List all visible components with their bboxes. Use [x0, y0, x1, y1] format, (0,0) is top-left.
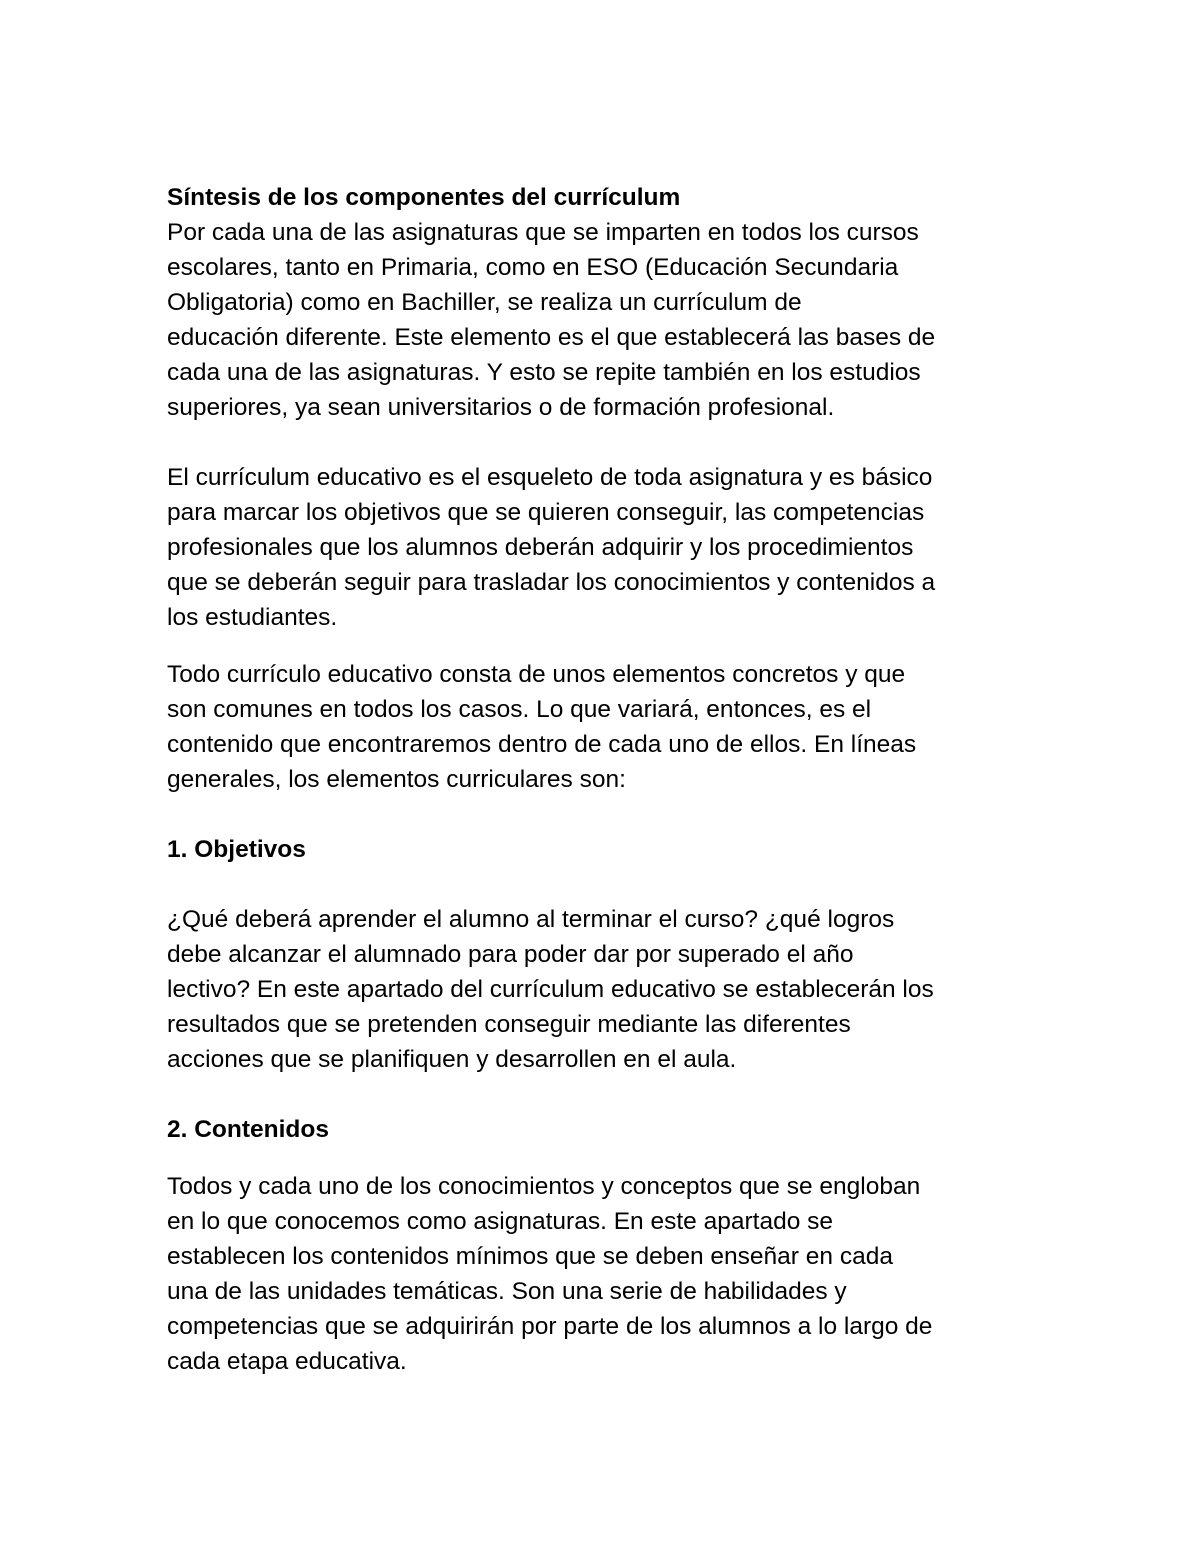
intro-paragraph — [167, 215, 1047, 425]
paragraph-line: Todo currículo educativo consta de unos elementos concretos y que — [167, 661, 906, 688]
paragraph-line: los estudiantes. — [167, 604, 338, 631]
intro-line: cada una de las asignaturas. Y esto se repite también en los estudios — [167, 359, 921, 386]
paragraph-line: son comunes en todos los casos. Lo que variará, entonces, es el — [167, 696, 872, 723]
paragraph-line: Todos y cada uno de los conocimientos y conceptos que se engloban — [167, 1173, 921, 1200]
paragraph-line: ¿Qué deberá aprender el alumno al terminar el curso? ¿qué logros — [167, 906, 895, 933]
paragraph-line: contenido que encontraremos dentro de cada uno de ellos. En líneas — [167, 731, 917, 758]
contenidos-paragraph — [167, 1169, 1047, 1379]
paragraph-line: resultados que se pretenden conseguir mediante las diferentes — [167, 1011, 851, 1038]
paragraph-line: para marcar los objetivos que se quieren conseguir, las competencias — [167, 499, 925, 526]
intro-line: Obligatoria) como en Bachiller, se realiza un currículum de — [167, 289, 802, 316]
intro-line: educación diferente. Este elemento es el que establecerá las bases de — [167, 324, 936, 351]
paragraph-line: profesionales que los alumnos deberán adquirir y los procedimientos — [167, 534, 914, 561]
document-page — [167, 180, 1047, 1379]
paragraph-line: una de las unidades temáticas. Son una serie de habilidades y — [167, 1278, 847, 1305]
paragraph-line: establecen los contenidos mínimos que se deben enseñar en cada — [167, 1243, 893, 1270]
document-title: Síntesis de los componentes del currículum — [167, 184, 681, 211]
paragraph-line: que se deberán seguir para trasladar los conocimientos y contenidos a — [167, 569, 936, 596]
paragraph-line: cada etapa educativa. — [167, 1348, 407, 1375]
intro-line: superiores, ya sean universitarios o de formación profesional. — [167, 394, 835, 421]
section-heading-contenidos: 2. Contenidos — [167, 1116, 329, 1143]
paragraph-line: generales, los elementos curriculares son: — [167, 766, 626, 793]
intro-line: Por cada una de las asignaturas que se imparten en todos los cursos — [167, 219, 919, 246]
paragraph-line: acciones que se planifiquen y desarrollen en el aula. — [167, 1046, 737, 1073]
paragraph-line: competencias que se adquirirán por parte de los alumnos a lo largo de — [167, 1313, 933, 1340]
elements-paragraph — [167, 657, 1047, 797]
section-heading-objetivos: 1. Objetivos — [167, 836, 306, 863]
curriculum-paragraph — [167, 460, 1047, 635]
paragraph-line: en lo que conocemos como asignaturas. En este apartado se — [167, 1208, 833, 1235]
objetivos-paragraph — [167, 902, 1047, 1077]
paragraph-line: lectivo? En este apartado del currículum educativo se establecerán los — [167, 976, 934, 1003]
paragraph-line: debe alcanzar el alumnado para poder dar por superado el año — [167, 941, 854, 968]
intro-line: escolares, tanto en Primaria, como en ESO (Educación Secundaria — [167, 254, 899, 281]
paragraph-line: El currículum educativo es el esqueleto de toda asignatura y es básico — [167, 464, 933, 491]
